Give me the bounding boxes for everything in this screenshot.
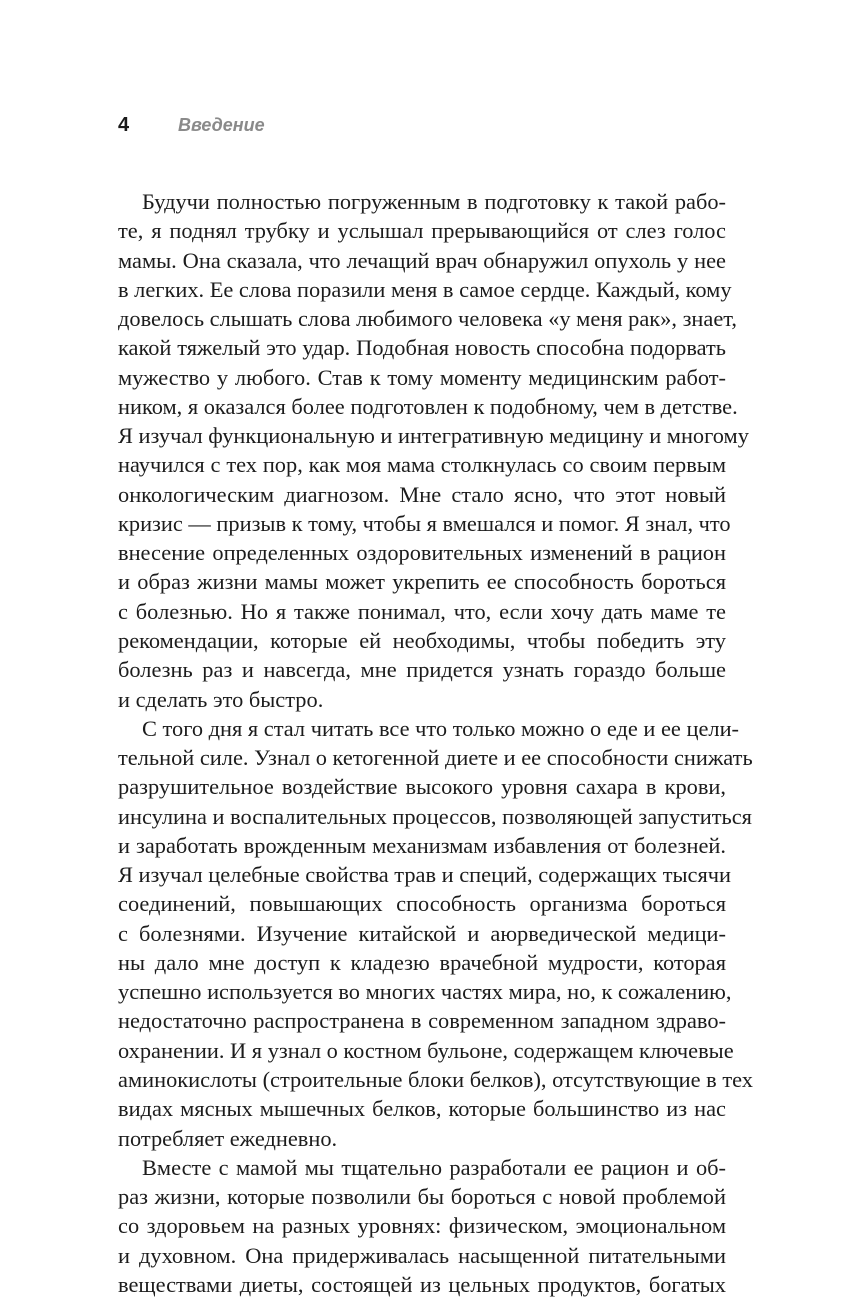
text-line: мамы. Она сказала, что лечащий врач обнаружил опухоль у нее (118, 247, 726, 273)
text-line: Будучи полностью погруженным в подготовку к такой рабо- (142, 189, 726, 214)
text-line: и сделать это быстро. (118, 686, 324, 712)
text-line: внесение определенных оздоровительных изменений в рацион (118, 540, 726, 566)
text-line: разрушительное воздействие высокого уровня сахара в крови, (118, 774, 726, 800)
text-line: тельной силе. Узнал о кетогенной диете и ее способности снижать (118, 745, 753, 771)
text-line: Вместе с мамой мы тщательно разработали ее рацион и об- (142, 1154, 726, 1180)
text-line: ником, я оказался более подготовлен к подобному, чем в детстве. (118, 393, 738, 419)
text-line: Я изучал целебные свойства трав и специй, содержащих тысячи (118, 862, 731, 888)
body-text (118, 187, 753, 1299)
text-line: те, я поднял трубку и услышал прерывающийся от слез голос (118, 218, 726, 244)
text-line: с болезнями. Изучение китайской и аюрведической медици- (118, 920, 726, 946)
text-line: веществами диеты, состоящей из цельных продуктов, богатых (118, 1271, 726, 1297)
text-line: рекомендации, которые ей необходимы, чтобы победить эту (118, 627, 726, 653)
text-line: соединений, повышающих способность организма бороться (118, 891, 726, 917)
paragraph (118, 187, 749, 714)
text-line: Я изучал функциональную и интегративную медицину и многому (118, 423, 749, 449)
text-line: с болезнью. Но я также понимал, что, если хочу дать маме те (118, 598, 726, 624)
text-line: довелось слышать слова любимого человека «у меня рак», знает, (118, 306, 737, 332)
text-line: недостаточно распространена в современном западном здраво- (118, 1008, 726, 1034)
text-line: болезнь раз и навсегда, мне придется узнать гораздо больше (118, 657, 726, 683)
text-line: онкологическим диагнозом. Мне стало ясно, что этот новый (118, 481, 726, 507)
text-line: и заработать врожденным механизмам избавления от болезней. (118, 832, 726, 858)
section-title: Введение (178, 115, 265, 135)
text-line: какой тяжелый это удар. Подобная новость способна подорвать (118, 335, 726, 361)
text-line: потребляет ежедневно. (118, 1125, 338, 1151)
text-line: инсулина и воспалительных процессов, позволяющей запуститься (118, 803, 752, 829)
text-line: С того дня я стал читать все что только можно о еде и ее цели- (142, 715, 740, 741)
text-line: мужество у любого. Став к тому моменту медицинским работ- (118, 364, 726, 390)
text-line: и образ жизни мамы может укрепить ее способность бороться (118, 569, 726, 595)
text-line: со здоровьем на разных уровнях: физическом, эмоциональном (118, 1213, 726, 1239)
text-line: аминокислоты (строительные блоки белков), отсутствующие в тех (118, 1066, 753, 1092)
text-line: кризис — призыв к тому, чтобы я вмешался и помог. Я знал, что (118, 510, 731, 536)
text-line: охранении. И я узнал о костном бульоне, содержащем ключевые (118, 1037, 734, 1063)
text-line: и духовном. Она придерживалась насыщенной питательными (118, 1242, 726, 1268)
text-line: ны дало мне доступ к кладезю врачебной мудрости, которая (118, 949, 726, 975)
page-number: 4 (118, 114, 130, 136)
paragraph (118, 714, 753, 1153)
text-line: научился с тех пор, как моя мама столкнулась со своим первым (118, 452, 726, 478)
paragraph (118, 1153, 726, 1299)
text-line: успешно используется во многих частях мира, но, к сожалению, (118, 979, 732, 1005)
text-line: раз жизни, которые позволили бы бороться с новой проблемой (118, 1184, 726, 1210)
running-head (118, 114, 265, 144)
text-line: видах мясных мышечных белков, которые большинство из нас (118, 1096, 726, 1122)
text-line: в легких. Ее слова поразили меня в самое сердце. Каждый, кому (118, 276, 732, 302)
